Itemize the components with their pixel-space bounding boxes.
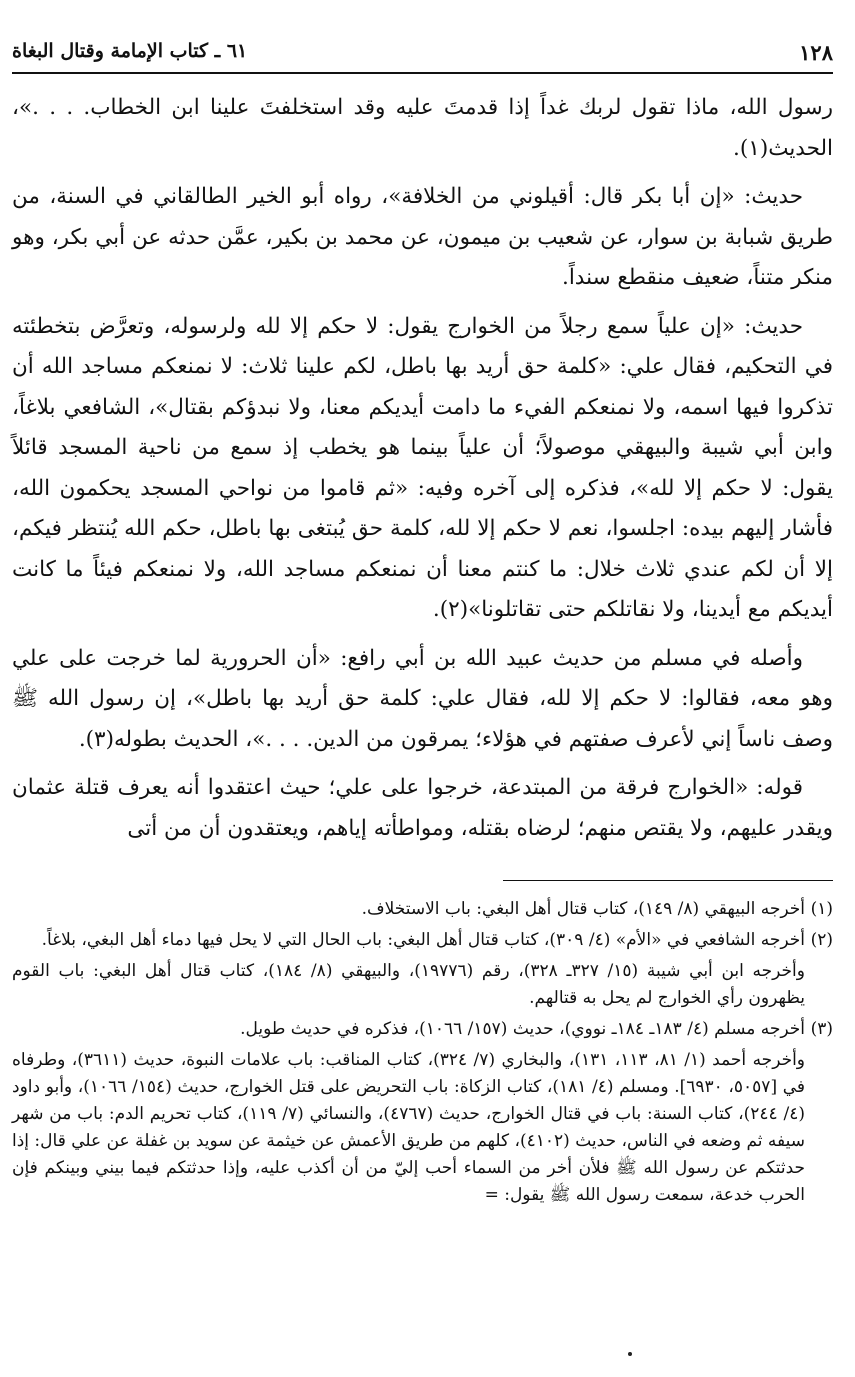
paragraph-3: حديث: «إن علياً سمع رجلاً من الخوارج يقول: لا حكم إلا لله ولرسوله، وتعرَّض بتخطئته في التحكيم، فقال علي: «كلمة حق أريد بها باطل، لكم علينا ثلاث: لا نمنعكم مساجد الله أن تذكروا فيها اسمه، ولا نمنعكم الفيء ما دامت أيديكم معنا، ولا نبدؤكم بقتال»، الشافعي بلاغاً، وابن أبي شيبة والبيهقي موصولاً؛ أن علياً بينما هو يخطب إذ سمع من ناحية المسجد قائلاً يقول: لا حكم إلا لله»، فذكره إلى آخره وفيه: «ثم قاموا من نواحي المسجد يحكمون الله، فأشار إليهم بيده: اجلسوا، نعم لا حكم إلا لله، كلمة حق يُبتغى بها باطل، حكم الله يُنتظر فيكم، إلا أن لكم عندي ثلاث خلال: ما كنتم معنا أن نمنعكم مساجد الله، ولا نمنعكم فيئاً ما كانت أيديكم مع أيدينا، ولا نقاتلكم حتى تقاتلونا»(٢). — [12, 313, 833, 622]
footnote-2-number: (٢) — [810, 930, 833, 950]
footnote-2 — [12, 927, 833, 954]
footnote-3-number: (٣) — [810, 1019, 833, 1039]
footnotes — [12, 896, 833, 1213]
paragraph-4: وأصله في مسلم من حديث عبيد الله بن أبي رافع: «أن الحرورية لما خرجت على علي وهو معه، فقالوا: لا حكم إلا لله، فقال علي: كلمة حق أريد بها باطل»، إن رسول الله ﷺ وصف ناساً إني لأعرف صفتهم في هؤلاء؛ يمرقون من الدين. . . .»، الحديث بطوله(٣). — [12, 645, 833, 752]
footnote-divider — [503, 880, 833, 881]
running-header — [12, 36, 833, 74]
footnote-3 — [12, 1016, 833, 1043]
paragraph-5: قوله: «الخوارج فرقة من المبتدعة، خرجوا على علي؛ حيث اعتقدوا أنه يعرف قتلة عثمان ويقدر عليهم، ولا يقتص منهم؛ لرضاه بقتله، ومواطأته إياهم، ويعتقدون أن من أتى — [12, 775, 833, 841]
paragraph-2: حديث: «إن أبا بكر قال: أقيلوني من الخلافة»، رواه أبو الخير الطالقاني في السنة، من طريق شبابة بن سوار، عن شعيب بن ميمون، عن محمد بن بكير، عمَّن حدثه عن أبي بكر، وهو منكر متناً، ضعيف منقطع سنداً. — [12, 184, 833, 290]
page-speck — [628, 1352, 632, 1356]
main-text — [12, 88, 833, 857]
footnote-1-number: (١) — [810, 899, 833, 919]
footnote-1 — [12, 896, 833, 923]
chapter-title: ٦١ ـ كتاب الإمامة وقتال البغاة — [12, 40, 248, 62]
paragraph-1: رسول الله، ماذا تقول لربك غداً إذا قدمتَ عليه وقد استخلفتَ علينا ابن الخطاب. . . .»، الحديث(١). — [12, 95, 833, 161]
footnote-2-text: أخرجه الشافعي في «الأم» (٤/ ٣٠٩)، كتاب قتال أهل البغي: باب الحال التي لا يحل فيها دماء أهل البغي، بلاغاً. — [41, 930, 805, 950]
page-number: ١٢٨ — [799, 40, 833, 65]
footnote-3-text: أخرجه مسلم (٤/ ١٨٣ـ ١٨٤ـ نووي)، حديث (١٥٧/ ١٠٦٦)، فذكره في حديث طويل. — [240, 1019, 805, 1039]
footnote-2-continuation: وأخرجه ابن أبي شيبة (١٥/ ٣٢٧ـ ٣٢٨)، رقم (١٩٧٧٦)، والبيهقي (٨/ ١٨٤)، كتاب قتال أهل البغي: باب القوم يظهرون رأي الخوارج لم يحل به قتالهم. — [12, 961, 805, 1008]
footnote-1-text: أخرجه البيهقي (٨/ ١٤٩)، كتاب قتال أهل البغي: باب الاستخلاف. — [361, 899, 805, 919]
footnote-3-continuation: وأخرجه أحمد (١/ ٨١، ١١٣، ١٣١)، والبخاري (٧/ ٣٢٤)، كتاب المناقب: باب علامات النبوة، حديث (٣٦١١)، وطرفاه في [٥٠٥٧، ٦٩٣٠]. ومسلم (٤/ ١٨١)، كتاب الزكاة: باب التحريض على قتل الخوارج، حديث (١٥٤/ ١٠٦٦)، وأبو داود (٤/ ٢٤٤)، كتاب السنة: باب في قتال الخوارج، حديث (٤٧٦٧)، والنسائي (٧/ ١١٩)، كتاب تحريم الدم: باب من شهر سيفه ثم وضعه في الناس، حديث (٤١٠٢)، كلهم من طريق الأعمش عن خيثمة عن سويد بن غفلة عن علي قال: إذا حدثتكم عن رسول الله ﷺ فلأن أخر من السماء أحب إليّ من أن أكذب عليه، وإذا حدثتكم فيما بيني وبينكم فإن الحرب خدعة، سمعت رسول الله ﷺ يقول: = — [12, 1050, 806, 1205]
